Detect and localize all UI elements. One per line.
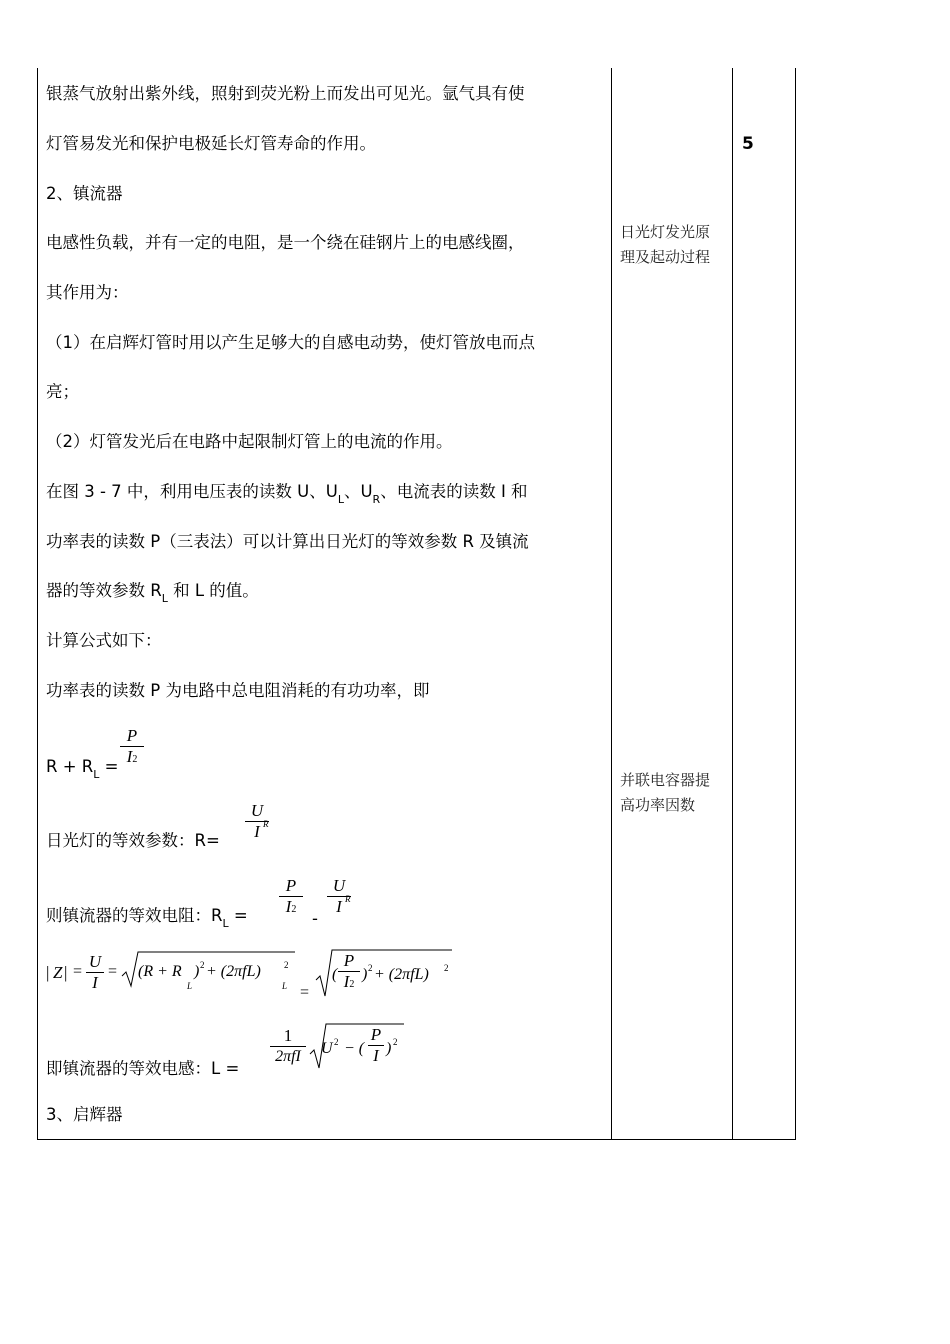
denominator-i: I xyxy=(254,822,260,841)
numerator-p: P xyxy=(343,951,355,970)
fraction-ur-over-i xyxy=(327,876,351,917)
denominator-2pifi: 2πfI xyxy=(275,1048,301,1065)
topic-1-line-1: 日光灯发光原 xyxy=(620,223,711,241)
numerator-1: 1 xyxy=(283,1026,293,1045)
formula-3-eq: = xyxy=(228,906,248,925)
time-allocation: 5 xyxy=(742,134,754,154)
topic-2-line-2: 高功率因数 xyxy=(620,796,696,814)
text-line-9-b: 、U xyxy=(343,482,373,501)
fraction-1-over-2pifi xyxy=(270,1026,306,1067)
denominator-i: I xyxy=(373,1046,379,1065)
text-line-7: 亮； xyxy=(46,382,79,401)
text-line-9-a: 在图 3 - 7 中，利用电压表的读数 U、U xyxy=(46,482,338,501)
text-line-10: 功率表的读数 P（三表法）可以计算出日光灯的等效参数 R 及镇流 xyxy=(46,532,529,551)
table-right-border xyxy=(795,68,796,1140)
text-line-4: 电感性负载，并有一定的电阻，是一个绕在硅钢片上的电感线圈， xyxy=(46,233,525,252)
formula-total-resistance xyxy=(46,756,118,780)
text-line-11-a: 器的等效参数 R xyxy=(46,581,162,600)
minus-open-paren: − ( xyxy=(340,1040,365,1057)
denominator-i: I xyxy=(92,973,98,992)
formula-ballast-inductance: 即镇流器的等效电感：L = xyxy=(46,1059,240,1078)
text-line-9 xyxy=(46,481,528,505)
text-line-9-c: 、电流表的读数 I 和 xyxy=(380,482,528,501)
subscript-L: L xyxy=(93,768,100,781)
exp-2: 2 xyxy=(393,1037,398,1047)
denominator-i: I xyxy=(336,897,342,916)
formula-impedance xyxy=(46,948,466,1004)
denominator-i2 xyxy=(338,972,360,995)
abs-bar-right: | xyxy=(64,963,68,982)
table-col-divider-1 xyxy=(611,68,612,1140)
text-line-13: 功率表的读数 P 为电路中总电阻消耗的有功功率，即 xyxy=(46,681,430,700)
topic-2-line-1: 并联电容器提 xyxy=(620,771,711,789)
abs-bar-left: | xyxy=(46,963,50,982)
text-line-5: 其作用为： xyxy=(46,283,129,302)
close-paren: ) xyxy=(386,1040,392,1057)
close-paren: ) xyxy=(194,963,200,980)
exp-2: 2 xyxy=(284,960,289,970)
section-heading-ballast: 2、镇流器 xyxy=(46,184,123,203)
table-col-divider-2 xyxy=(732,68,733,1140)
section-heading-starter: 3、启辉器 xyxy=(46,1105,123,1124)
text-line-8: （2）灯管发光后在电路中起限制灯管上的电流的作用。 xyxy=(46,432,453,451)
equals-sign: = xyxy=(300,984,310,1001)
exp-2: 2 xyxy=(444,963,449,973)
subscript-L: L xyxy=(337,493,344,506)
text-line-6: （1）在启辉灯管时用以产生足够大的自感电动势，使灯管放电而点 xyxy=(46,333,535,352)
exp-2: 2 xyxy=(368,963,373,973)
term-r-plus-rl: (R + R xyxy=(138,963,182,980)
fraction-p-over-i xyxy=(368,1025,384,1066)
fraction-ur-over-i xyxy=(245,801,269,842)
denominator-i2 xyxy=(279,897,303,920)
exp-2: 2 xyxy=(132,754,138,765)
exp-2: 2 xyxy=(200,960,205,970)
exp-2: 2 xyxy=(334,1037,339,1047)
topic-label-power-factor xyxy=(620,768,710,818)
fraction-p-over-i2 xyxy=(120,726,144,770)
var-i: I xyxy=(126,747,133,766)
subscript-r: R xyxy=(263,819,269,829)
text-line-2: 灯管易发光和保护电极延长灯管寿命的作用。 xyxy=(46,134,376,153)
numerator-u: U xyxy=(88,952,102,971)
sqrt-term-1 xyxy=(138,963,182,981)
subscript-L: L xyxy=(222,917,229,930)
fraction-p-over-i2 xyxy=(338,951,360,995)
numerator-p: P xyxy=(370,1025,382,1044)
var-z: Z xyxy=(53,963,63,982)
formula-3-lhs: 则镇流器的等效电阻：R xyxy=(46,906,223,925)
table-bottom-border xyxy=(37,1139,796,1140)
numerator-u: U xyxy=(332,876,346,895)
subscript-l: L xyxy=(282,981,288,991)
formula-ballast-resistance xyxy=(46,905,248,929)
text-line-11 xyxy=(46,580,259,604)
topic-label-fluorescent-principle xyxy=(620,220,710,270)
subscript-l: L xyxy=(187,981,193,991)
minus-sign: - xyxy=(312,909,318,928)
var-i: I xyxy=(343,972,350,991)
subscript-L: L xyxy=(161,592,168,605)
close-paren: ) xyxy=(362,966,368,983)
denominator-i2 xyxy=(120,747,144,770)
term-2pifl: + (2πfL) xyxy=(206,963,261,980)
equals-sign: = xyxy=(108,963,118,980)
table-left-border xyxy=(37,68,38,1140)
numerator-p: P xyxy=(126,726,138,745)
numerator-u: U xyxy=(250,801,264,820)
var-i: I xyxy=(285,897,292,916)
term-2pifl: + (2πfL) xyxy=(374,966,429,983)
formula-1-lhs: R + R xyxy=(46,757,94,776)
formula-lamp-resistance: 日光灯的等效参数：R= xyxy=(46,831,220,850)
text-line-1: 银蒸气放射出紫外线，照射到荧光粉上而发出可见光。氩气具有使 xyxy=(46,84,525,103)
numerator-p: P xyxy=(285,876,297,895)
formula-1-eq: = xyxy=(99,757,119,776)
exp-2: 2 xyxy=(349,979,355,990)
var-u: U xyxy=(321,1040,333,1057)
fraction-u-over-i xyxy=(86,952,104,993)
text-line-12: 计算公式如下： xyxy=(46,631,162,650)
text-line-11-b: 和 L 的值。 xyxy=(167,581,259,600)
subscript-r: R xyxy=(345,894,351,904)
exp-2: 2 xyxy=(291,904,297,915)
equals-sign: = xyxy=(73,963,83,980)
subscript-R: R xyxy=(372,493,381,506)
fraction-p-over-i2 xyxy=(279,876,303,920)
topic-1-line-2: 理及起动过程 xyxy=(620,248,711,266)
open-paren: ( xyxy=(332,966,338,983)
